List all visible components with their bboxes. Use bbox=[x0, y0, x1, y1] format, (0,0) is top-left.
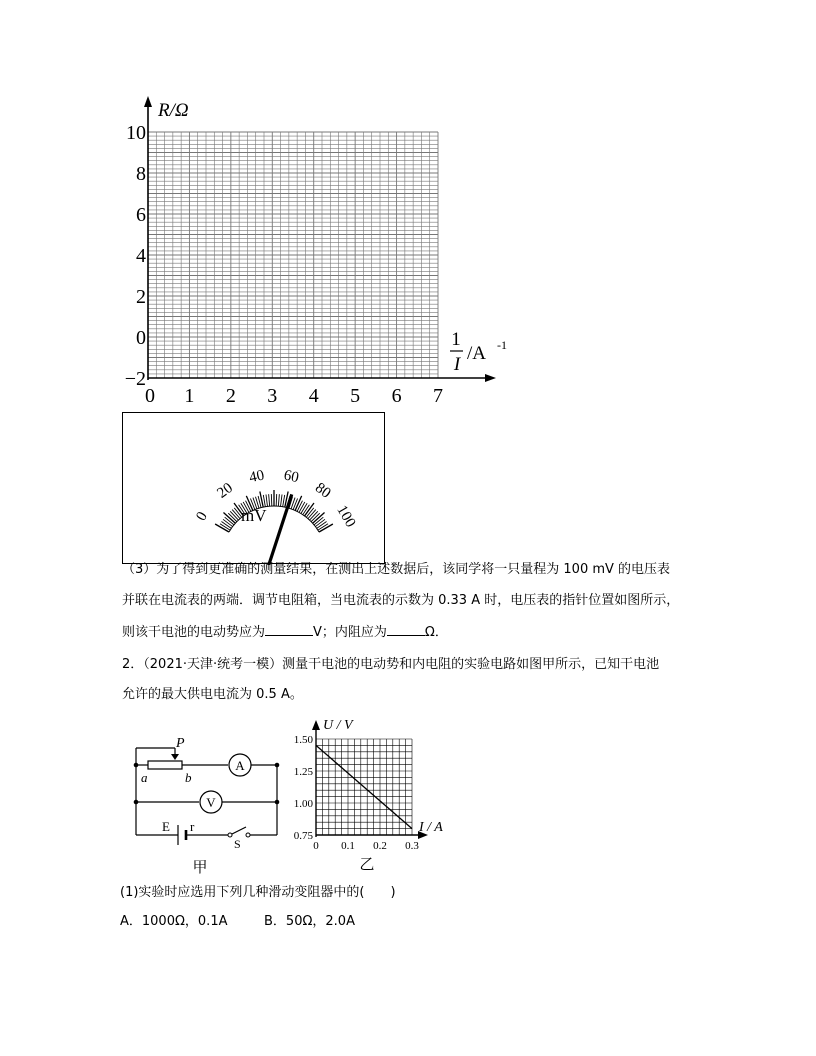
label-a: a bbox=[141, 770, 148, 785]
graph1-y-tick-label: 2 bbox=[136, 286, 146, 308]
meter-unit: mV bbox=[241, 506, 267, 525]
question3-emf-prefix: 则该干电池的电动势应为 bbox=[122, 625, 266, 640]
graph1-x-label-den: I bbox=[453, 354, 461, 375]
graph2-y-arrow bbox=[312, 720, 320, 730]
meter-scale-label: 40 bbox=[247, 467, 266, 487]
meter-tick bbox=[283, 495, 285, 507]
meter-scale-label: 0 bbox=[193, 509, 211, 524]
r-vs-inverse-current-graph bbox=[100, 90, 520, 410]
graph2-caption: 乙 bbox=[359, 857, 375, 873]
option-a[interactable]: A．1000Ω，0.1A bbox=[120, 914, 228, 929]
graph2-y-tick-label: 1.00 bbox=[293, 798, 313, 810]
meter-scale-labels bbox=[193, 467, 358, 530]
graph1-x-tick-label: 3 bbox=[267, 385, 278, 407]
graph1-x-tick-label: 5 bbox=[350, 385, 361, 407]
junction-dot bbox=[275, 800, 280, 805]
switch-contact-left bbox=[228, 833, 232, 837]
graph1-grid bbox=[148, 132, 438, 378]
meter-scale-label: 100 bbox=[333, 502, 359, 531]
graph1-y-tick-label: 4 bbox=[136, 245, 146, 267]
graph1-x-label-num: 1 bbox=[451, 329, 461, 350]
meter-tick bbox=[278, 494, 279, 506]
meter-tick bbox=[269, 494, 270, 506]
ammeter-label: A bbox=[235, 758, 245, 773]
graph1-y-tick-label: 8 bbox=[136, 163, 146, 185]
voltmeter-label: V bbox=[206, 795, 216, 810]
graph1-x-tick-label: 7 bbox=[433, 385, 443, 407]
meter-tick bbox=[276, 494, 277, 506]
problem2-line2: 允许的最大供电电流为 0.5 A。 bbox=[122, 687, 303, 702]
millivoltmeter-dial bbox=[123, 413, 386, 565]
graph2-data-line bbox=[316, 745, 412, 828]
meter-tick bbox=[297, 501, 302, 512]
graph2-x-tick-label: 0.1 bbox=[341, 840, 355, 852]
graph2-x-tick-label: 0.2 bbox=[373, 840, 387, 852]
label-S: S bbox=[234, 837, 241, 851]
label-r: r bbox=[190, 819, 195, 834]
circuit-caption: 甲 bbox=[192, 860, 208, 875]
slider-arrow bbox=[171, 754, 179, 760]
question3-line2: 并联在电流表的两端．调节电阻箱，当电流表的示数为 0.33 A 时，电压表的指针位置如图所示， bbox=[122, 593, 680, 608]
graph1-y-arrow bbox=[144, 96, 152, 107]
graph1-y-tick-label: 6 bbox=[136, 204, 146, 226]
graph1-y-tick-label: 10 bbox=[126, 122, 146, 144]
option-b[interactable]: B．50Ω，2.0A bbox=[264, 914, 355, 929]
question3-line1: （3）为了得到更准确的测量结果，在测出上述数据后，该同学将一只量程为 100 mV 的电压表 bbox=[122, 562, 671, 577]
graph2-y-label: U / V bbox=[323, 718, 353, 733]
junction-dot bbox=[134, 800, 139, 805]
meter-needle bbox=[266, 494, 291, 565]
graph1-y-tick-label: 0 bbox=[136, 327, 146, 349]
circuit-diagram bbox=[120, 735, 295, 875]
u-i-graph bbox=[285, 712, 460, 880]
graph1-x-arrow bbox=[485, 374, 496, 382]
meter-scale-label: 60 bbox=[282, 467, 301, 487]
meter-tick bbox=[271, 494, 272, 506]
graph1-x-tick-label: 4 bbox=[308, 385, 319, 407]
emf-answer-blank[interactable] bbox=[265, 623, 313, 636]
meter-tick bbox=[299, 502, 305, 513]
meter-scale-label: 20 bbox=[214, 479, 236, 502]
graph2-y-tick-label: 1.50 bbox=[293, 734, 313, 746]
graph1-y-label: R/Ω bbox=[158, 100, 189, 121]
graph1-x-tick-label: 6 bbox=[391, 385, 402, 407]
graph2-x-label: I / A bbox=[419, 820, 443, 835]
graph1-x-tick-label: 2 bbox=[225, 385, 236, 407]
label-b: b bbox=[185, 770, 192, 785]
graph1-y-ticks bbox=[125, 122, 146, 390]
meter-scale-ticks bbox=[215, 490, 333, 532]
junction-dot bbox=[275, 763, 280, 768]
graph2-y-tick-label: 0.75 bbox=[293, 830, 313, 842]
problem2-line1: 2．（2021·天津·统考一模）测量干电池的电动势和内电阻的实验电路如图甲所示，已知干电池 bbox=[122, 657, 660, 672]
graph1-y-tick-label: −2 bbox=[124, 368, 146, 390]
label-E: E bbox=[162, 819, 170, 834]
resistance-answer-blank[interactable] bbox=[387, 623, 425, 636]
graph2-y-ticks bbox=[294, 734, 314, 842]
meter-tick bbox=[266, 495, 268, 507]
graph2-x-tick-label: 0 bbox=[313, 840, 319, 852]
junction-dot bbox=[134, 763, 139, 768]
switch-contact-right bbox=[246, 833, 250, 837]
question3-suffix: Ω． bbox=[424, 625, 448, 640]
question3-resistance-prefix: V；内阻应为 bbox=[313, 625, 387, 640]
question3-line3 bbox=[122, 623, 448, 642]
graph1-x-tick-label: 0 bbox=[145, 385, 155, 407]
graph1-x-label-exp: -1 bbox=[497, 338, 507, 352]
meter-scale-label: 80 bbox=[312, 479, 334, 502]
millivoltmeter-box bbox=[122, 412, 385, 564]
graph2-y-tick-label: 1.25 bbox=[293, 766, 313, 778]
meter-tick bbox=[281, 495, 283, 507]
question1-stem: (1)实验时应选用下列几种滑动变阻器中的( ) bbox=[120, 885, 396, 900]
graph1-x-ticks bbox=[145, 385, 443, 407]
graph1-x-label-unit: /A bbox=[467, 343, 486, 364]
graph2-x-tick-label: 0.3 bbox=[405, 840, 419, 852]
graph2-x-ticks bbox=[313, 840, 419, 852]
graph1-x-tick-label: 1 bbox=[184, 385, 195, 407]
meter-tick bbox=[263, 495, 265, 507]
label-P: P bbox=[176, 736, 185, 751]
